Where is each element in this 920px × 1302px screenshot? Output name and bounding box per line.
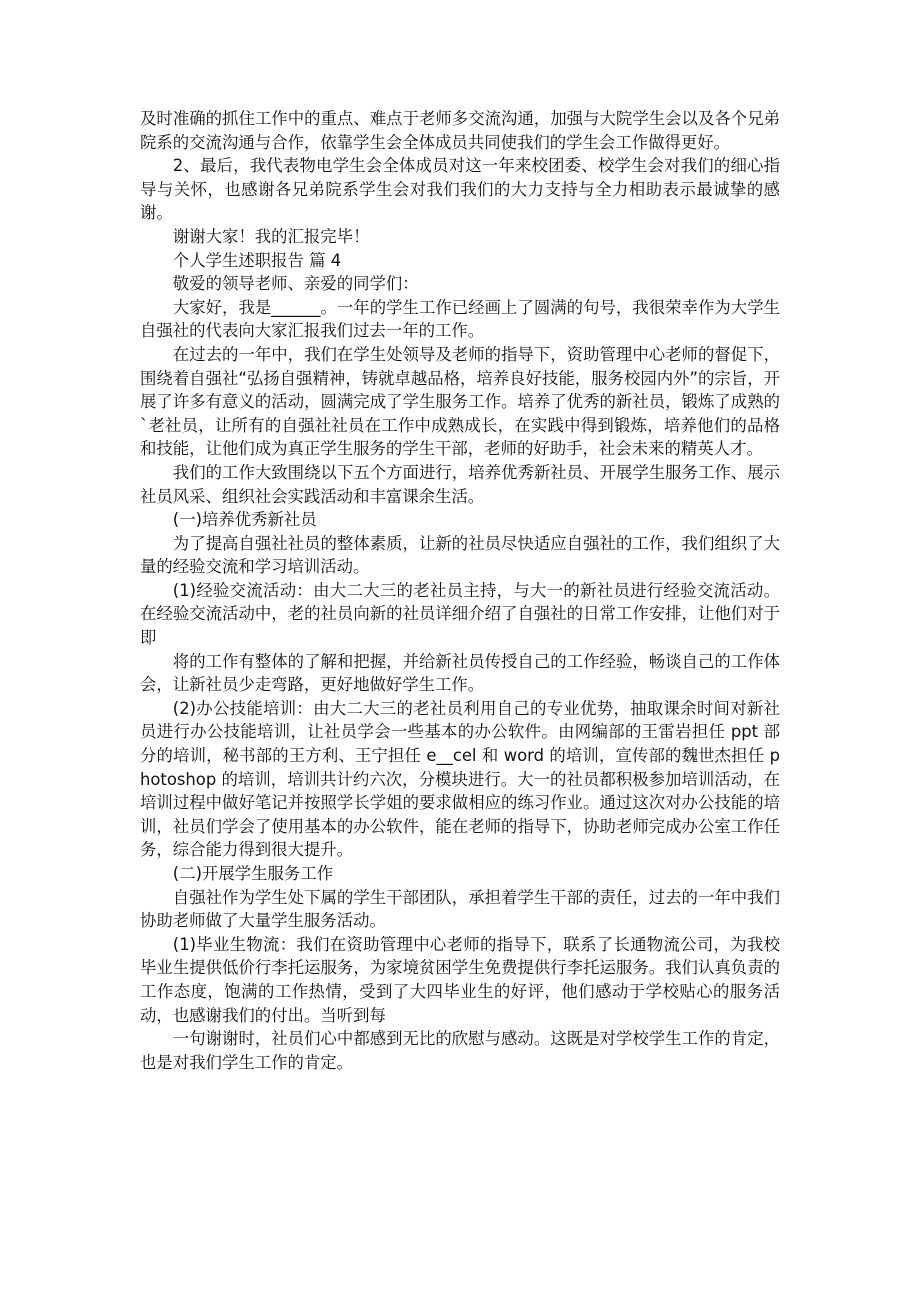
paragraph: 自强社作为学生处下属的学生干部团队，承担着学生干部的责任，过去的一年中我们协助老师做了大量学生服务活动。 — [140, 887, 780, 931]
paragraph: (1)毕业生物流：我们在资助管理中心老师的指导下，联系了长通物流公司，为我校毕业生提供低价行李托运服务，为家境贫困学生免费提供行李托运服务。我们认真负责的工作态度，饱满的工作热情，受到了大四毕业生的好评，他们感动于学校贴心的服务活动，也感谢我们的付出。当听到每 — [140, 934, 780, 1025]
paragraph: (2)办公技能培训：由大二大三的老社员利用自己的专业优势，抽取课余时间对新社员进行办公技能培训，让社员学会一些基本的办公软件。由网编部的王雷岩担任 ppt 部分的培训，秘书部的王方利、王宁担任 e__cel 和 word 的培训，宣传部的魏世杰担任 photoshop 的培训，培训共计约六次，分模块进行。大一的社员都积极参加培训活动，在培训过程中做好笔记并按照学长学姐的要求做相应的练习作业。通过这次对办公技能的培训，社员们学会了使用基本的办公软件，能在老师的指导下，协助老师完成办公室工作任务，综合能力得到很大提升。 — [140, 698, 780, 860]
paragraph: (1)经验交流活动：由大二大三的老社员主持，与大一的新社员进行经验交流活动。在经验交流活动中，老的社员向新的社员详细介绍了自强社的日常工作安排，让他们对于即 — [140, 580, 780, 648]
salutation: 敬爱的领导老师、亲爱的同学们： — [172, 274, 419, 294]
subsection-heading: (一)培养优秀新社员 — [172, 510, 317, 530]
document-body — [140, 107, 780, 1074]
paragraph: 大家好，我是______。一年的学生工作已经画上了圆满的句号，我很荣幸作为大学生自强社的代表向大家汇报我们过去一年的工作。 — [140, 297, 780, 341]
paragraph: 我们的工作大致围绕以下五个方面进行，培养优秀新社员、开展学生服务工作、展示社员风采、组织社会实践活动和丰富课余生活。 — [140, 462, 780, 506]
subsection-heading: (二)开展学生服务工作 — [172, 864, 334, 883]
section-heading: 个人学生述职报告 篇 4 — [172, 250, 342, 270]
paragraph: 在过去的一年中，我们在学生处领导及老师的指导下，资助管理中心老师的督促下，围绕着自强社“弘扬自强精神，铸就卓越品格，培养良好技能，服务校园内外”的宗旨，开展了许多有意义的活动，圆满完成了学生服务工作。培养了优秀的新社员，锻炼了成熟的`老社员，让所有的自强社社员在工作中成熟成长，在实践中得到锻炼，培养他们的品格和技能，让他们成为真正学生服务的学生干部，老师的好助手，社会未来的精英人才。 — [140, 344, 780, 459]
paragraph: 2、最后，我代表物电学生会全体成员对这一年来校团委、校学生会对我们的细心指导与关怀，也感谢各兄弟院系学生会对我们我们的大力支持与全力相助表示最诚挚的感谢。 — [140, 156, 780, 223]
paragraph: 将的工作有整体的了解和把握，并给新社员传授自己的工作经验，畅谈自己的工作体会，让新社员少走弯路，更好地做好学生工作。 — [140, 651, 780, 695]
paragraph: 为了提高自强社社员的整体素质，让新的社员尽快适应自强社的工作，我们组织了大量的经验交流和学习培训活动。 — [140, 533, 780, 577]
paragraph: 及时准确的抓住工作中的重点、难点于老师多交流沟通，加强与大院学生会以及各个兄弟院系的交流沟通与合作，依靠学生会全体成员共同使我们的学生会工作做得更好。 — [140, 109, 780, 152]
paragraph: 谢谢大家！我的汇报完毕！ — [172, 226, 370, 246]
paragraph: 一句谢谢时，社员们心中都感到无比的欣慰与感动。这既是对学校学生工作的肯定，也是对我们学生工作的肯定。 — [140, 1029, 780, 1072]
